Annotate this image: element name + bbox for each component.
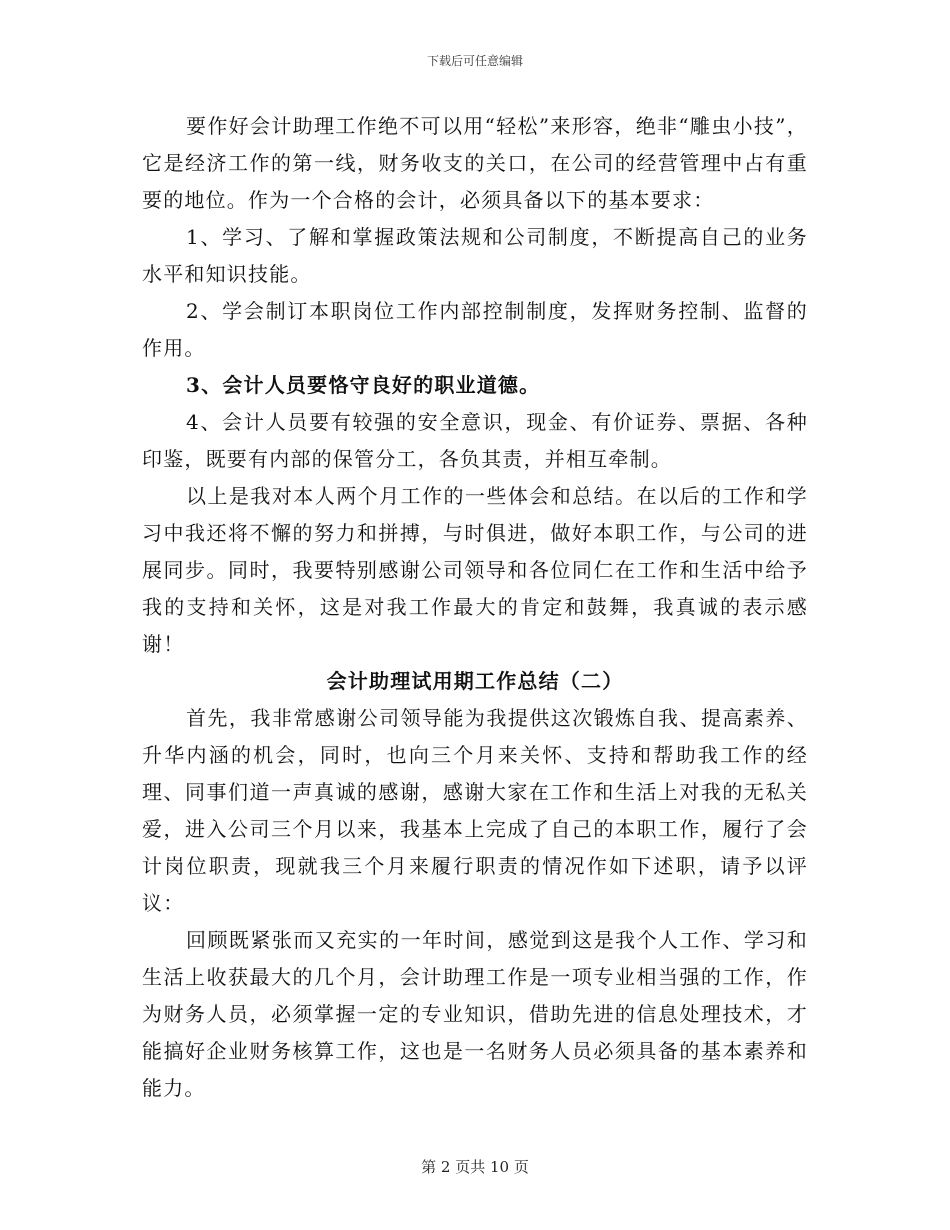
paragraph-requirement-2: 2、学会制订本职岗位工作内部控制制度，发挥财务控制、监督的作用。: [142, 299, 808, 360]
paragraph-requirement-1: 1、学习、了解和掌握政策法规和公司制度，不断提高自己的业务水平和知识技能。: [142, 225, 808, 286]
document-body: [142, 108, 808, 1107]
paragraph-requirement-3: 3、会计人员要恪守良好的职业道德。: [186, 373, 541, 397]
paragraph-intro: 要作好会计助理工作绝不可以用“轻松”来形容，绝非“雕虫小技”，它是经济工作的第一线，财务收支的关口，在公司的经营管理中占有重要的地位。作为一个合格的会计，必须具备以下的基本要求：: [142, 114, 808, 212]
page-header: 下载后可任意编辑: [426, 54, 523, 68]
paragraph-requirement-4: 4、会计人员要有较强的安全意识，现金、有价证券、票据、各种印鉴，既要有内部的保管分工，各负其责，并相互牵制。: [142, 410, 808, 471]
section-title: 会计助理试用期工作总结（二）: [326, 669, 624, 693]
paragraph-review: 回顾既紧张而又充实的一年时间，感觉到这是我个人工作、学习和生活上收获最大的几个月，会计助理工作是一项专业相当强的工作，作为财务人员，必须掌握一定的专业知识，借助先进的信息处理技术，才能搞好企业财务核算工作，这也是一名财务人员必须具备的基本素养和能力。: [142, 928, 808, 1100]
paragraph-thanks: 首先，我非常感谢公司领导能为我提供这次锻炼自我、提高素养、升华内涵的机会，同时，也向三个月来关怀、支持和帮助我工作的经理、同事们道一声真诚的感谢，感谢大家在工作和生活上对我的无私关爱，进入公司三个月以来，我基本上完成了自己的本职工作，履行了会计岗位职责，现就我三个月来履行职责的情况作如下述职，请予以评议：: [142, 706, 808, 915]
paragraph-summary: 以上是我对本人两个月工作的一些体会和总结。在以后的工作和学习中我还将不懈的努力和拼搏，与时俱进，做好本职工作，与公司的进展同步。同时，我要特别感谢公司领导和各位同仁在工作和生活中给予我的支持和关怀，这是对我工作最大的肯定和鼓舞，我真诚的表示感谢！: [142, 484, 808, 656]
page-number: 第 2 页共 10 页: [421, 1158, 529, 1176]
